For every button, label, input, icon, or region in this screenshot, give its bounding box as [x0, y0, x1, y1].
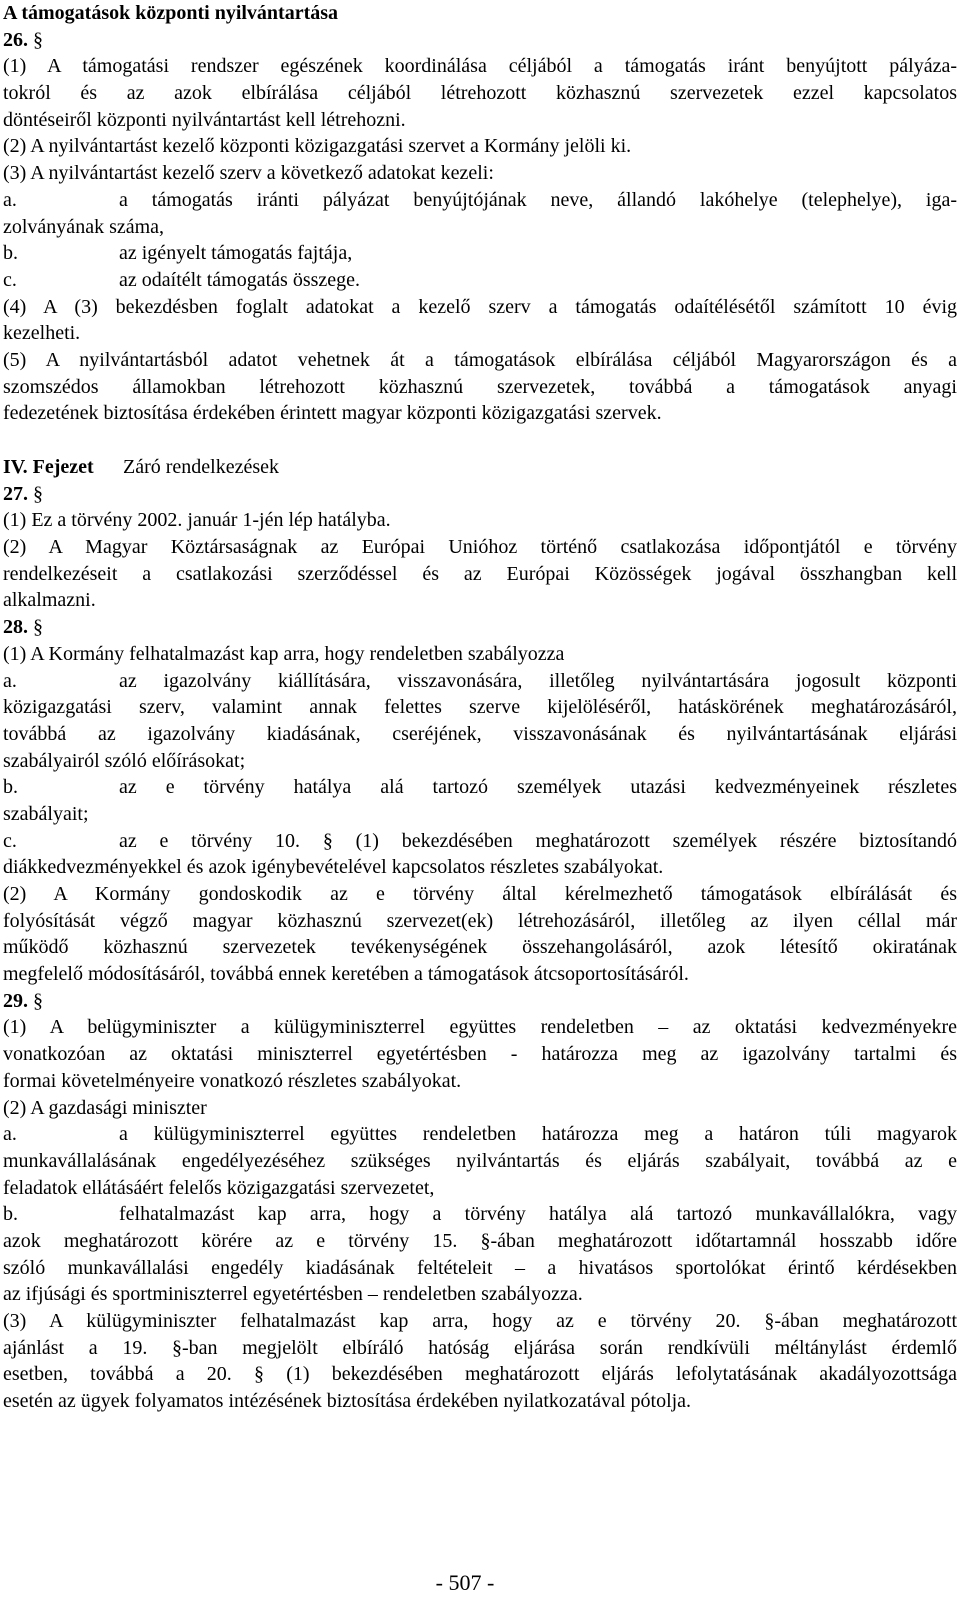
list-item — [3, 1121, 957, 1148]
text-line: döntéseiről központi nyilvántartást kell létrehozni. — [3, 108, 406, 131]
text-line: folyósítását végző magyar közhasznú szervezet(ek) létrehozásáról, illetőleg az ilyen céllal már — [3, 909, 957, 932]
section-sign: § — [254, 1363, 265, 1386]
section-number: 28. — [3, 616, 28, 639]
text-line: (2) A nyilvántartást kezelő központi közigazgatási szervet a Kormány jelöli ki. — [3, 135, 632, 158]
text-line: munkavállalásának engedélyezéséhez szükséges nyilvántartás és eljárás szabályait, továbbá az e — [3, 1149, 957, 1172]
list-item — [3, 1201, 957, 1228]
text-line: alkalmazni. — [3, 589, 96, 612]
text-line — [3, 1308, 957, 1335]
text-segment: esetben, továbbá a 20. — [3, 1363, 232, 1386]
section-sign: § — [322, 829, 333, 852]
text-line: (1) A belügyminiszter a külügyminiszterrel együttes rendeletben – az oktatási kedvezményekre — [3, 1016, 957, 1039]
text-line: szomszédos államokban létrehozott közhasznú szervezetek, továbbá a támogatások anyagi — [3, 375, 957, 398]
text-line: (4) A (3) bekezdésben foglalt adatokat a kezelő szerv a támogatás odaítélésétől számított 10 évig — [3, 295, 957, 318]
section-sign: § — [33, 28, 43, 51]
list-item-text: felhatalmazást kap arra, hogy a törvény hatálya alá tartozó munkavállalókra, vagy — [119, 1203, 957, 1226]
text-line: szóló munkavállalási engedély kiadásának feltételeit – a hivatásos sportolókat érintő kérdésekben — [3, 1256, 957, 1279]
spacer — [3, 427, 957, 454]
text-segment: -ban megjelölt elbíráló hatóság eljárása során rendkívüli méltánylást érdemlő — [182, 1336, 957, 1359]
text-line: megfelelő módosításáról, továbbá ennek keretében a támogatások átcsoportosításáról. — [3, 963, 689, 986]
text-segment: azok meghatározott körére az e törvény 15. — [3, 1229, 458, 1252]
text-line: zolványának száma, — [3, 215, 165, 238]
section-sign: § — [33, 616, 43, 639]
text-line — [3, 1335, 957, 1362]
paragraph-number-27 — [3, 481, 957, 508]
paragraph-number-26 — [3, 27, 957, 54]
text-line — [3, 1361, 957, 1388]
list-item-label: b. — [3, 776, 18, 799]
text-line: fedezetének biztosítása érdekében érintett magyar központi közigazgatási szervek. — [3, 402, 662, 425]
list-item — [3, 267, 957, 294]
section-number: 27. — [3, 482, 28, 505]
list-item-text: az igényelt támogatás fajtája, — [119, 242, 353, 265]
page-number: - 507 - — [435, 1570, 495, 1595]
section-sign: § — [480, 1229, 491, 1252]
list-item-text: az odaítélt támogatás összege. — [119, 268, 361, 291]
text-line: (2) A gazdasági miniszter — [3, 1096, 207, 1119]
list-item — [3, 668, 957, 695]
section-sign: § — [764, 1310, 775, 1332]
text-line: (1) Ez a törvény 2002. január 1-jén lép hatályba. — [3, 509, 391, 532]
text-line: (5) A nyilvántartásból adatot vehetnek át a támogatások elbírálása céljából Magyarországon és a — [3, 348, 957, 371]
text-line: kezelheti. — [3, 322, 81, 345]
text-line: esetén az ügyek folyamatos intézésének biztosítása érdekében nyilatkozatával pótolja. — [3, 1390, 692, 1413]
list-item — [3, 187, 957, 214]
chapter-label: IV. Fejezet — [3, 456, 94, 478]
document-body — [3, 0, 957, 1415]
text-line: diákkedvezményekkel és azok igénybevételével kapcsolatos részletes szabályokat. — [3, 856, 664, 879]
section-sign: § — [172, 1336, 183, 1359]
text-line: szabályait; — [3, 802, 89, 825]
text-segment: ajánlást a 19. — [3, 1336, 148, 1359]
text-line: működő közhasznú szervezetek tevékenységének összehangolásáról, azok létesítő okiratának — [3, 936, 957, 959]
text-line: vonatkozóan az oktatási miniszterrel egyetértésben - határozza meg az igazolvány tartalmi és — [3, 1043, 957, 1066]
list-item-text: az e törvény 10. — [119, 829, 301, 852]
list-item-label: c. — [3, 268, 17, 291]
list-item-text: (1) bekezdésében meghatározott személyek részére biztosítandó — [355, 829, 957, 852]
list-item — [3, 828, 957, 855]
text-line — [3, 1228, 957, 1255]
section-number: 26. — [3, 28, 28, 51]
section-number: 29. — [3, 989, 28, 1012]
text-line: szabályairól szóló előírásokat; — [3, 749, 246, 772]
list-item-label: b. — [3, 242, 18, 265]
list-item-text: az e törvény hatálya alá tartozó személyek utazási kedvezményeinek részletes — [119, 776, 957, 799]
text-line: (2) A Kormány gondoskodik az e törvény által kérelmezhető támogatások elbírálását és — [3, 883, 957, 905]
list-item — [3, 774, 957, 801]
text-segment: (1) bekezdésében meghatározott eljárás lefolytatásának akadályozottsága — [286, 1363, 957, 1386]
list-item-label: a. — [3, 669, 17, 692]
list-item-text: az igazolvány kiállítására, visszavonására, illetőleg nyilvántartására jogosult központi — [119, 669, 957, 692]
text-segment: (3) A külügyminiszter felhatalmazást kap arra, hogy az e törvény 20. — [3, 1310, 741, 1332]
list-item — [3, 240, 957, 267]
text-line: (3) A nyilvántartást kezelő szerv a következő adatokat kezeli: — [3, 162, 494, 185]
text-line: (2) A Magyar Köztársaságnak az Európai Unióhoz történő csatlakozása időpontjától e törvény — [3, 536, 957, 559]
list-item-label: b. — [3, 1203, 18, 1226]
chapter-heading — [3, 454, 957, 481]
text-line: az ifjúsági és sportminiszterrel egyetértésben – rendeletben szabályozza. — [3, 1283, 583, 1306]
list-item-text: a külügyminiszterrel együttes rendeletben határozza meg a határon túli magyarok — [119, 1123, 957, 1146]
text-line: közigazgatási szerv, valamint annak felettes szerve kijelöléséről, hatáskörének meghatározásáról, — [3, 696, 957, 719]
text-line: továbbá az igazolvány kiadásának, cseréjének, visszavonásának és nyilvántartásának eljárási — [3, 722, 957, 745]
list-item-text: a támogatás iránti pályázat benyújtójának neve, állandó lakóhelye (telephelye), iga- — [119, 188, 957, 211]
text-segment: -ában meghatározott időtartamnál hosszabb időre — [490, 1229, 957, 1252]
list-item-label: a. — [3, 188, 17, 211]
chapter-title: Záró rendelkezések — [123, 456, 280, 478]
section-heading: A támogatások központi nyilvántartása — [3, 2, 339, 24]
list-item-label: c. — [3, 829, 17, 852]
text-line: feladatok ellátásáért felelős közigazgatási szervezetet, — [3, 1176, 435, 1199]
text-line: (1) A Kormány felhatalmazást kap arra, hogy rendeletben szabályozza — [3, 642, 565, 665]
list-item-label: a. — [3, 1123, 17, 1146]
text-line: formai követelményeire vonatkozó részletes szabályokat. — [3, 1069, 462, 1092]
text-segment: -ában meghatározott — [774, 1310, 957, 1332]
paragraph-number-28 — [3, 614, 957, 641]
paragraph-number-29 — [3, 988, 957, 1015]
text-line: (1) A támogatási rendszer egészének koordinálása céljából a támogatás iránt benyújtott pályáza- — [3, 55, 957, 78]
section-sign: § — [33, 482, 43, 505]
text-line: tokról és az azok elbírálása céljából létrehozott közhasznú szervezetek ezzel kapcsolatos — [3, 82, 957, 105]
text-line: rendelkezéseit a csatlakozási szerződéssel és az Európai Közösségek jogával összhangban kell — [3, 562, 957, 585]
section-sign: § — [33, 989, 43, 1012]
